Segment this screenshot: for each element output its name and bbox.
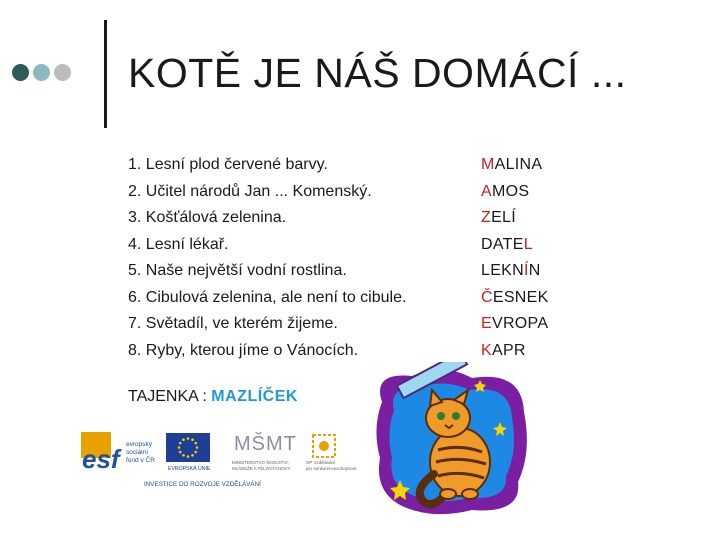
funding-logos: [80, 426, 370, 492]
clue-item: 4. Lesní lékař.: [128, 235, 229, 253]
title-bullet-dots: [12, 64, 71, 81]
answer-item: [481, 152, 549, 179]
eu-star-icon: [191, 454, 194, 457]
slide-title: KOTĚ JE NÁŠ DOMÁCÍ ...: [128, 50, 627, 96]
clue-item: 5. Naše největší vodní rostlina.: [128, 262, 347, 279]
eu-caption: EVROPSKÁ UNIE: [168, 466, 211, 472]
clue-item: 6. Cibulová zelenina, ale není to cibule.: [128, 288, 407, 306]
answer-highlight-letter: Č: [481, 288, 493, 306]
msmt-logo-icon: [232, 432, 297, 471]
eu-star-icon: [187, 455, 190, 458]
esf-caption-1: evropský: [126, 441, 153, 448]
answer-item: [481, 311, 549, 338]
answer-item: [481, 179, 549, 206]
answer-pre: DATE: [481, 235, 524, 253]
eu-star-icon: [179, 442, 182, 445]
clue-item: 7. Světadíl, ve kterém žijeme.: [128, 315, 338, 332]
dot-teal-icon: [33, 64, 50, 81]
answer-item: [481, 338, 549, 365]
esf-logo-icon: [81, 432, 155, 474]
title-divider: [104, 20, 107, 128]
dot-gray-icon: [54, 64, 71, 81]
eu-star-icon: [179, 451, 182, 454]
answer-highlight-letter: A: [481, 182, 492, 200]
msmt-caption-2: MLÁDEŽE A TĚLOVÝCHOVY: [232, 466, 291, 471]
eu-flag-icon: [166, 433, 211, 472]
op-caption-2: pro konkurenceschopnost: [306, 466, 357, 471]
eu-star-icon: [182, 454, 185, 457]
eu-star-icon: [191, 438, 194, 441]
answer-pre: LEKN: [481, 262, 524, 279]
clue-item: 1. Lesní plod červené barvy.: [128, 156, 328, 173]
answer-item: [481, 285, 549, 312]
dot-dark-icon: [12, 64, 29, 81]
answer-post: MOS: [491, 182, 530, 200]
answer-highlight-letter: L: [523, 235, 533, 253]
clue-list: [128, 152, 406, 364]
logos-bottom-caption: INVESTICE DO ROZVOJE VZDĚLÁVÁNÍ: [144, 481, 261, 488]
answer-post: N: [528, 262, 541, 279]
eu-star-icon: [182, 438, 185, 441]
eu-star-icon: [196, 446, 199, 449]
esf-caption-2: sociální: [126, 449, 149, 456]
esf-text: esf: [82, 444, 120, 474]
answer-item: [481, 205, 549, 232]
answer-list: [481, 152, 549, 364]
answer-item: [481, 258, 549, 285]
op-logo-icon: [306, 435, 357, 471]
answer-post: APR: [491, 341, 526, 359]
tajenka-label: TAJENKA :: [128, 388, 212, 405]
answer-post: ALINA: [494, 156, 543, 173]
answer-post: ESNEK: [492, 288, 549, 306]
answer-highlight-letter: K: [481, 341, 492, 359]
esf-caption-3: fond v ČR: [126, 457, 155, 464]
eu-star-icon: [178, 446, 181, 449]
answer-highlight-letter: M: [481, 156, 495, 173]
answer-post: VROPA: [491, 315, 549, 332]
tajenka-line: [128, 388, 298, 406]
cat-clipart-icon: [372, 362, 532, 518]
tajenka-solution: MAZLÍČEK: [211, 388, 298, 405]
clue-item: 3. Košťálová zelenina.: [128, 209, 287, 226]
msmt-text: MŠMT: [234, 433, 297, 455]
answer-highlight-letter: Z: [481, 209, 492, 226]
answer-post: ELÍ: [491, 209, 516, 226]
answer-highlight-letter: Í: [524, 262, 529, 279]
msmt-caption-1: MINISTERSTVO ŠKOLSTVÍ,: [232, 460, 289, 465]
eu-star-icon: [187, 437, 190, 440]
answer-highlight-letter: E: [481, 315, 492, 332]
op-caption-1: OP Vzdělávání: [306, 460, 336, 465]
clue-item: 2. Učitel národů Jan ... Komenský.: [128, 182, 372, 200]
clue-item: 8. Ryby, kterou jíme o Vánocích.: [128, 341, 359, 359]
eu-star-icon: [194, 451, 197, 454]
eu-star-icon: [194, 442, 197, 445]
answer-item: [481, 232, 549, 259]
